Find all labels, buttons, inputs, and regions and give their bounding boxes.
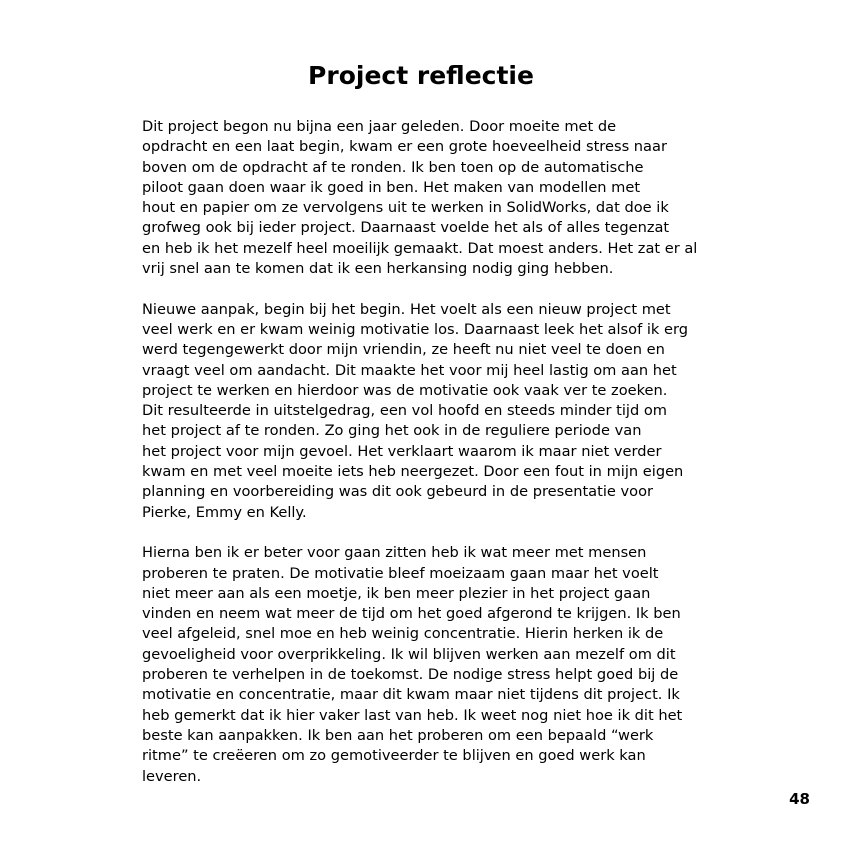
- text-line: kwam en met veel moeite iets heb neergezet. Door een fout in mijn eigen: [142, 463, 684, 481]
- text-line: heb gemerkt dat ik hier vaker last van heb. Ik weet nog niet hoe ik dit het: [142, 706, 683, 724]
- text-line: vinden en neem wat meer de tijd om het goed afgerond te krijgen. Ik ben: [142, 605, 681, 623]
- text-line: beste kan aanpakken. Ik ben aan het proberen om een bepaald “werk: [142, 726, 654, 744]
- page-number: 48: [789, 790, 810, 808]
- paragraph-2: [142, 300, 710, 523]
- text-line: ritme” te creëeren om zo gemotiveerder te blijven en goed werk kan: [142, 747, 646, 765]
- paragraph-3: [142, 543, 710, 787]
- text-line: proberen te praten. De motivatie bleef moeizaam gaan maar het voelt: [142, 564, 659, 582]
- text-line: Dit project begon nu bijna een jaar geleden. Door moeite met de: [142, 118, 617, 135]
- text-line: veel afgeleid, snel moe en heb weinig concentratie. Hierin herken ik de: [142, 625, 664, 643]
- text-line: het project voor mijn gevoel. Het verklaart waarom ik maar niet verder: [142, 442, 662, 460]
- text-line: planning en voorbereiding was dit ook gebeurd in de presentatie voor: [142, 483, 654, 501]
- text-line: gevoeligheid voor overprikkeling. Ik wil blijven werken aan mezelf om dit: [142, 645, 676, 663]
- paragraph-1: [142, 117, 710, 279]
- text-line: veel werk en er kwam weinig motivatie los. Daarnaast leek het alsof ik erg: [142, 320, 688, 338]
- text-line: boven om de opdracht af te ronden. Ik ben toen op de automatische: [142, 158, 644, 176]
- text-line: grofweg ook bij ieder project. Daarnaast voelde het als of alles tegenzat: [142, 219, 670, 237]
- text-line: Dit resulteerde in uitstelgedrag, een vol hoofd en steeds minder tijd om: [142, 402, 668, 420]
- text-line: project te werken en hierdoor was de motivatie ook vaak ver te zoeken.: [142, 381, 668, 399]
- text-line: niet meer aan als een moetje, ik ben meer plezier in het project gaan: [142, 584, 651, 602]
- text-line: leveren.: [142, 767, 202, 785]
- text-line: hout en papier om ze vervolgens uit te werken in SolidWorks, dat doe ik: [142, 199, 669, 217]
- text-line: vrij snel aan te komen dat ik een herkansing nodig ging hebben.: [142, 260, 614, 278]
- text-line: het project af te ronden. Zo ging het ook in de reguliere periode van: [142, 422, 642, 440]
- text-line: en heb ik het mezelf heel moeilijk gemaakt. Dat moest anders. Het zat er al: [142, 239, 698, 257]
- text-line: Nieuwe aanpak, begin bij het begin. Het voelt als een nieuw project met: [142, 300, 671, 318]
- text-line: motivatie en concentratie, maar dit kwam maar niet tijdens dit project. Ik: [142, 686, 680, 704]
- text-line: piloot gaan doen waar ik goed in ben. Het maken van modellen met: [142, 178, 641, 196]
- text-line: Hierna ben ik er beter voor gaan zitten heb ik wat meer met mensen: [142, 544, 647, 562]
- page-title: Project reflectie: [308, 61, 534, 90]
- text-line: proberen te verhelpen in de toekomst. De nodige stress helpt goed bij de: [142, 666, 679, 684]
- text-line: opdracht en een laat begin, kwam er een grote hoeveelheid stress naar: [142, 138, 667, 156]
- body-text: [142, 117, 710, 807]
- text-line: Pierke, Emmy en Kelly.: [142, 503, 307, 521]
- text-line: werd tegengewerkt door mijn vriendin, ze heeft nu niet veel te doen en: [142, 341, 665, 359]
- text-line: vraagt veel om aandacht. Dit maakte het voor mij heel lastig om aan het: [142, 361, 677, 379]
